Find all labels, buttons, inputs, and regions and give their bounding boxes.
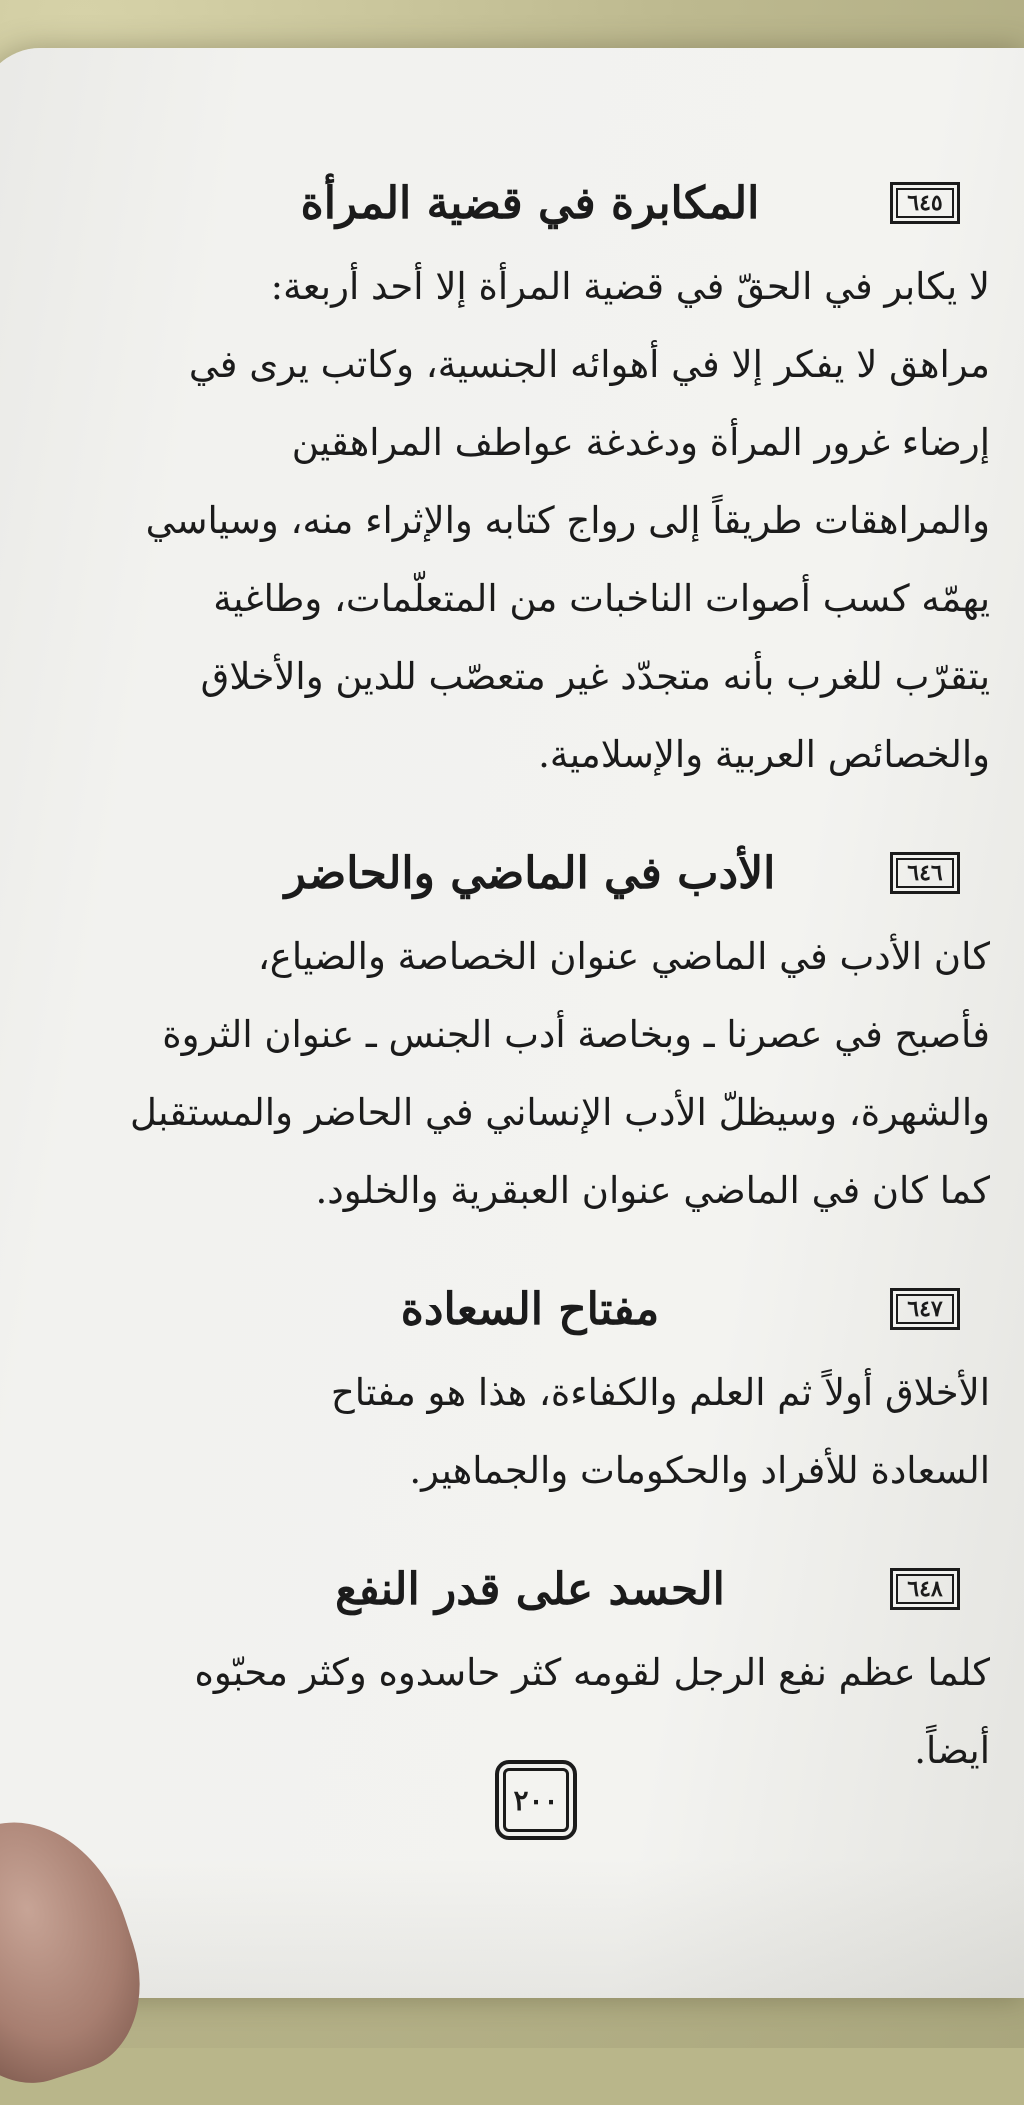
text-line: يتقرّب للغرب بأنه متجدّد غير متعصّب للدين والأخلاق — [200, 655, 990, 698]
page-number: ٢٠٠ — [495, 1760, 577, 1840]
text-line: والمراهقات طريقاً إلى رواج كتابه والإثراء منه، وسياسي — [145, 499, 990, 542]
entry-header — [40, 158, 1000, 248]
entry-646 — [40, 828, 1000, 1230]
entry-text — [40, 248, 1000, 794]
entry-text — [40, 1354, 1000, 1510]
text-line: كما كان في الماضي عنوان العبقرية والخلود. — [315, 1169, 990, 1212]
entry-648 — [40, 1544, 1000, 1790]
text-line: السعادة للأفراد والحكومات والجماهير. — [409, 1449, 990, 1492]
text-line: الأخلاق أولاً ثم العلم والكفاءة، هذا هو مفتاح — [330, 1371, 990, 1414]
entry-title: مفتاح السعادة — [400, 1283, 660, 1335]
text-line: والخصائص العربية والإسلامية. — [538, 733, 990, 776]
entry-number: ٦٤٧ — [890, 1288, 960, 1330]
entry-title: الحسد على قدر النفع — [335, 1563, 725, 1615]
text-line: أيضاً. — [914, 1729, 990, 1772]
text-line: مراهق لا يفكر إلا في أهوائه الجنسية، وكاتب يرى في — [188, 343, 990, 386]
entry-title: المكابرة في قضية المرأة — [300, 177, 760, 229]
entry-header — [40, 828, 1000, 918]
text-line: يهمّه كسب أصوات الناخبات من المتعلّمات، وطاغية — [213, 577, 990, 620]
entry-647 — [40, 1264, 1000, 1510]
entry-number: ٦٤٥ — [890, 182, 960, 224]
text-line: كلما عظم نفع الرجل لقومه كثر حاسدوه وكثر محبّوه — [194, 1651, 990, 1694]
text-line: والشهرة، وسيظلّ الأدب الإنساني في الحاضر والمستقبل — [130, 1091, 990, 1134]
text-line: فأصبح في عصرنا ـ وبخاصة أدب الجنس ـ عنوان الثروة — [162, 1013, 990, 1056]
entry-header — [40, 1264, 1000, 1354]
text-line: كان الأدب في الماضي عنوان الخصاصة والضياع، — [257, 935, 990, 978]
entry-number: ٦٤٦ — [890, 852, 960, 894]
entry-number: ٦٤٨ — [890, 1568, 960, 1610]
entry-text — [40, 918, 1000, 1230]
page-shading — [0, 1858, 1024, 1998]
entry-header — [40, 1544, 1000, 1634]
text-line: لا يكابر في الحقّ في قضية المرأة إلا أحد أربعة: — [270, 265, 990, 308]
entry-title: الأدب في الماضي والحاضر — [284, 847, 776, 899]
page-content — [40, 150, 1000, 1790]
entry-645 — [40, 158, 1000, 794]
text-line: إرضاء غرور المرأة ودغدغة عواطف المراهقين — [291, 421, 990, 464]
